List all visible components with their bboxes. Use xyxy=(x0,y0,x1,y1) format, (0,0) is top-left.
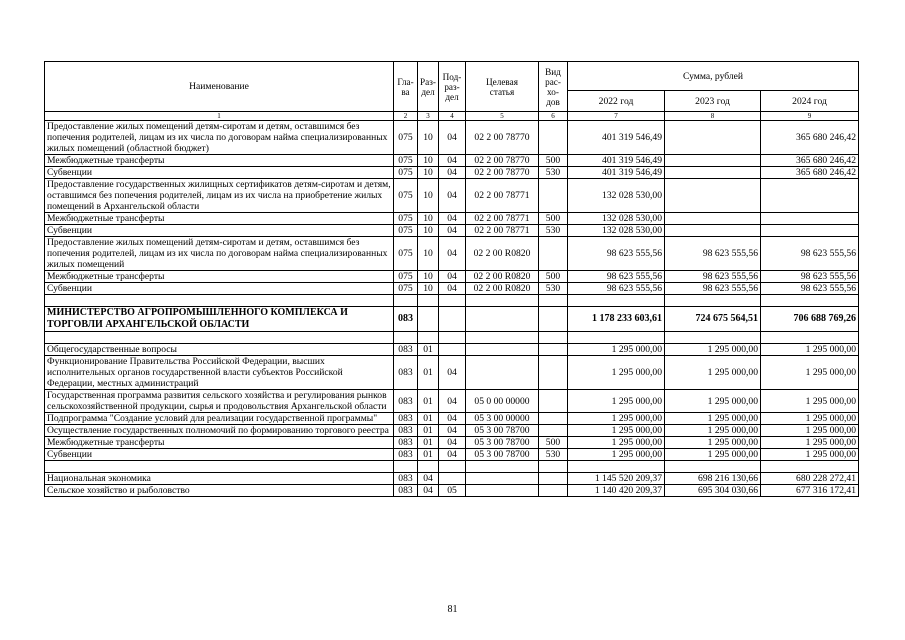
cell-y2023 xyxy=(665,121,761,155)
cell-razdel: 01 xyxy=(418,425,439,437)
cell-name: Национальная экономика xyxy=(45,473,394,485)
cell-glava: 083 xyxy=(394,413,418,425)
column-number: 2 xyxy=(394,112,418,121)
cell-name: Субвенции xyxy=(45,283,394,295)
cell-name: МИНИСТЕРСТВО АГРОПРОМЫШЛЕННОГО КОМПЛЕКСА И ТОРГОВЛИ АРХАНГЕЛЬСКОЙ ОБЛАСТИ xyxy=(45,307,394,332)
table-row xyxy=(45,473,859,485)
cell-y2024: 98 623 555,56 xyxy=(761,237,859,271)
cell-celevaya: 02 2 00 R0820 xyxy=(466,271,539,283)
cell-glava: 083 xyxy=(394,356,418,390)
cell-razdel: 10 xyxy=(418,121,439,155)
column-number: 5 xyxy=(466,112,539,121)
cell-name: Предоставление жилых помещений детям-сиротам и детям, оставшимся без попечения родителей, лицам из их числа по договорам найма специализированных жилых помещений (областной бюджет) xyxy=(45,121,394,155)
cell-celevaya xyxy=(466,307,539,332)
cell-name: Подпрограмма "Создание условий для реализации государственной программы" xyxy=(45,413,394,425)
cell-y2024: 98 623 555,56 xyxy=(761,271,859,283)
cell-y2023: 98 623 555,56 xyxy=(665,271,761,283)
cell-podrazdel: 05 xyxy=(439,485,466,497)
cell-celevaya xyxy=(466,473,539,485)
cell-name: Функционирование Правительства Российской Федерации, высших исполнительных органов государственной власти субъектов Российской Федерации, местных администраций xyxy=(45,356,394,390)
cell-y2023: 698 216 130,66 xyxy=(665,473,761,485)
cell-y2024: 1 295 000,00 xyxy=(761,425,859,437)
cell-y2023 xyxy=(665,225,761,237)
cell-name xyxy=(45,295,394,307)
cell-podrazdel: 04 xyxy=(439,167,466,179)
header-year-2023: 2023 год xyxy=(665,91,761,112)
cell-celevaya: 02 2 00 R0820 xyxy=(466,283,539,295)
cell-glava xyxy=(394,461,418,473)
header-year-2024: 2024 год xyxy=(761,91,859,112)
cell-podrazdel: 04 xyxy=(439,155,466,167)
cell-y2024: 1 295 000,00 xyxy=(761,413,859,425)
cell-vid: 530 xyxy=(539,167,568,179)
cell-y2024: 677 316 172,41 xyxy=(761,485,859,497)
page-number: 81 xyxy=(447,604,458,615)
cell-razdel: 04 xyxy=(418,473,439,485)
spacer-row xyxy=(45,332,859,344)
cell-razdel: 01 xyxy=(418,413,439,425)
table-body xyxy=(45,112,859,497)
cell-glava: 083 xyxy=(394,344,418,356)
cell-y2023 xyxy=(665,179,761,213)
cell-glava: 075 xyxy=(394,225,418,237)
cell-podrazdel: 04 xyxy=(439,213,466,225)
cell-name: Субвенции xyxy=(45,167,394,179)
cell-podrazdel xyxy=(439,295,466,307)
header-summa: Сумма, рублей xyxy=(568,62,859,91)
cell-y2024: 680 228 272,41 xyxy=(761,473,859,485)
cell-y2022: 1 140 420 209,37 xyxy=(568,485,665,497)
cell-y2022: 401 319 546,49 xyxy=(568,121,665,155)
cell-name: Общегосударственные вопросы xyxy=(45,344,394,356)
cell-razdel: 04 xyxy=(418,485,439,497)
cell-celevaya xyxy=(466,332,539,344)
budget-table xyxy=(44,61,859,497)
cell-y2022: 1 295 000,00 xyxy=(568,413,665,425)
column-number: 7 xyxy=(568,112,665,121)
cell-y2022: 1 145 520 209,37 xyxy=(568,473,665,485)
cell-razdel: 10 xyxy=(418,237,439,271)
table-row xyxy=(45,121,859,155)
cell-name: Межбюджетные трансферты xyxy=(45,155,394,167)
cell-razdel xyxy=(418,295,439,307)
cell-name: Предоставление жилых помещений детям-сиротам и детям, оставшимся без попечения родителей, лицам из их числа по договорам найма специализированных жилых помещений xyxy=(45,237,394,271)
cell-podrazdel: 04 xyxy=(439,271,466,283)
cell-celevaya: 02 2 00 78771 xyxy=(466,225,539,237)
cell-y2022: 98 623 555,56 xyxy=(568,237,665,271)
header-celevaya-text: Целевая статья xyxy=(486,76,518,97)
cell-vid xyxy=(539,344,568,356)
cell-celevaya: 02 2 00 78771 xyxy=(466,213,539,225)
cell-razdel: 01 xyxy=(418,449,439,461)
cell-y2024 xyxy=(761,179,859,213)
cell-name: Государственная программа развития сельского хозяйства и регулирования рынков сельскохозяйственной продукции, сырья и продовольствия Архангельской области xyxy=(45,390,394,413)
cell-podrazdel: 04 xyxy=(439,179,466,213)
cell-podrazdel xyxy=(439,344,466,356)
cell-celevaya: 05 3 00 78700 xyxy=(466,425,539,437)
table-row xyxy=(45,225,859,237)
cell-razdel: 01 xyxy=(418,390,439,413)
table-row xyxy=(45,283,859,295)
table-row xyxy=(45,344,859,356)
column-number: 6 xyxy=(539,112,568,121)
cell-glava: 083 xyxy=(394,485,418,497)
table-row xyxy=(45,271,859,283)
cell-name: Субвенции xyxy=(45,225,394,237)
cell-glava: 075 xyxy=(394,155,418,167)
cell-y2023: 98 623 555,56 xyxy=(665,237,761,271)
cell-vid: 530 xyxy=(539,283,568,295)
cell-y2024 xyxy=(761,461,859,473)
cell-podrazdel: 04 xyxy=(439,413,466,425)
cell-glava: 075 xyxy=(394,283,418,295)
cell-vid xyxy=(539,413,568,425)
cell-vid xyxy=(539,307,568,332)
cell-y2024: 365 680 246,42 xyxy=(761,167,859,179)
cell-y2022: 1 295 000,00 xyxy=(568,356,665,390)
cell-celevaya xyxy=(466,461,539,473)
table-row xyxy=(45,413,859,425)
cell-y2022 xyxy=(568,461,665,473)
cell-vid xyxy=(539,485,568,497)
cell-y2024: 1 295 000,00 xyxy=(761,437,859,449)
cell-y2022: 401 319 546,49 xyxy=(568,155,665,167)
cell-glava: 075 xyxy=(394,237,418,271)
cell-podrazdel: 04 xyxy=(439,237,466,271)
table-row xyxy=(45,437,859,449)
table-row xyxy=(45,237,859,271)
cell-y2024 xyxy=(761,295,859,307)
cell-name xyxy=(45,461,394,473)
column-number: 4 xyxy=(439,112,466,121)
cell-y2023: 724 675 564,51 xyxy=(665,307,761,332)
cell-celevaya: 05 3 00 00000 xyxy=(466,413,539,425)
header-vid xyxy=(539,62,568,112)
cell-podrazdel: 04 xyxy=(439,283,466,295)
header-celevaya xyxy=(466,62,539,112)
cell-celevaya: 05 0 00 00000 xyxy=(466,390,539,413)
cell-razdel: 01 xyxy=(418,344,439,356)
cell-razdel: 10 xyxy=(418,179,439,213)
cell-vid xyxy=(539,332,568,344)
cell-vid: 530 xyxy=(539,449,568,461)
cell-y2024: 1 295 000,00 xyxy=(761,449,859,461)
cell-podrazdel: 04 xyxy=(439,225,466,237)
spacer-row xyxy=(45,295,859,307)
cell-razdel: 10 xyxy=(418,155,439,167)
cell-name: Межбюджетные трансферты xyxy=(45,213,394,225)
table-row xyxy=(45,356,859,390)
cell-y2023: 695 304 030,66 xyxy=(665,485,761,497)
table-row xyxy=(45,155,859,167)
header-vid-text: Вид рас- хо- дов xyxy=(545,66,561,107)
cell-y2024: 1 295 000,00 xyxy=(761,390,859,413)
table-row xyxy=(45,307,859,332)
cell-y2023: 1 295 000,00 xyxy=(665,425,761,437)
cell-podrazdel: 04 xyxy=(439,437,466,449)
column-number: 1 xyxy=(45,112,394,121)
cell-celevaya: 02 2 00 R0820 xyxy=(466,237,539,271)
cell-razdel: 10 xyxy=(418,225,439,237)
cell-vid xyxy=(539,425,568,437)
cell-y2022: 1 178 233 603,61 xyxy=(568,307,665,332)
table-header xyxy=(45,62,859,112)
cell-razdel: 10 xyxy=(418,167,439,179)
cell-y2023: 1 295 000,00 xyxy=(665,344,761,356)
cell-y2023: 1 295 000,00 xyxy=(665,390,761,413)
cell-glava: 083 xyxy=(394,449,418,461)
cell-glava: 075 xyxy=(394,167,418,179)
column-number-row xyxy=(45,112,859,121)
cell-glava: 083 xyxy=(394,437,418,449)
cell-celevaya: 05 3 00 78700 xyxy=(466,449,539,461)
cell-podrazdel xyxy=(439,307,466,332)
cell-celevaya: 02 2 00 78771 xyxy=(466,179,539,213)
spacer-row xyxy=(45,461,859,473)
cell-glava xyxy=(394,295,418,307)
cell-podrazdel xyxy=(439,461,466,473)
cell-name: Субвенции xyxy=(45,449,394,461)
cell-y2022: 1 295 000,00 xyxy=(568,344,665,356)
cell-podrazdel: 04 xyxy=(439,121,466,155)
table-row xyxy=(45,390,859,413)
header-name: Наименование xyxy=(45,62,394,112)
cell-y2024 xyxy=(761,225,859,237)
cell-glava: 083 xyxy=(394,425,418,437)
cell-y2023: 1 295 000,00 xyxy=(665,449,761,461)
cell-y2023 xyxy=(665,155,761,167)
cell-vid xyxy=(539,237,568,271)
cell-name: Межбюджетные трансферты xyxy=(45,437,394,449)
cell-razdel xyxy=(418,461,439,473)
header-razdel xyxy=(418,62,439,112)
cell-celevaya xyxy=(466,356,539,390)
cell-y2022 xyxy=(568,332,665,344)
table-row xyxy=(45,179,859,213)
cell-vid xyxy=(539,121,568,155)
cell-y2022: 401 319 546,49 xyxy=(568,167,665,179)
cell-razdel xyxy=(418,332,439,344)
cell-y2024: 98 623 555,56 xyxy=(761,283,859,295)
cell-y2022 xyxy=(568,295,665,307)
cell-vid: 500 xyxy=(539,213,568,225)
cell-name: Предоставление государственных жилищных сертификатов детям-сиротам и детям, оставшимся без попечения родителей, лицам из их числа на приобретение жилых помещений в Архангельской области xyxy=(45,179,394,213)
cell-glava: 075 xyxy=(394,179,418,213)
cell-y2022: 1 295 000,00 xyxy=(568,449,665,461)
cell-y2023 xyxy=(665,167,761,179)
cell-vid xyxy=(539,356,568,390)
cell-vid xyxy=(539,295,568,307)
cell-y2024 xyxy=(761,213,859,225)
cell-y2022: 132 028 530,00 xyxy=(568,179,665,213)
cell-y2023 xyxy=(665,332,761,344)
cell-razdel: 10 xyxy=(418,213,439,225)
cell-y2023 xyxy=(665,461,761,473)
cell-glava: 083 xyxy=(394,390,418,413)
cell-podrazdel xyxy=(439,332,466,344)
cell-y2023 xyxy=(665,213,761,225)
cell-vid: 500 xyxy=(539,437,568,449)
cell-y2024: 706 688 769,26 xyxy=(761,307,859,332)
column-number: 9 xyxy=(761,112,859,121)
cell-celevaya xyxy=(466,344,539,356)
cell-celevaya: 02 2 00 78770 xyxy=(466,121,539,155)
table-row xyxy=(45,425,859,437)
cell-razdel: 01 xyxy=(418,356,439,390)
header-podrazdel-text: Под- раз- дел xyxy=(442,71,462,102)
cell-y2024: 1 295 000,00 xyxy=(761,344,859,356)
cell-y2023: 1 295 000,00 xyxy=(665,437,761,449)
cell-celevaya: 05 3 00 78700 xyxy=(466,437,539,449)
cell-name: Осуществление государственных полномочий по формированию торгового реестра xyxy=(45,425,394,437)
column-number: 3 xyxy=(418,112,439,121)
cell-celevaya: 02 2 00 78770 xyxy=(466,167,539,179)
cell-y2022: 1 295 000,00 xyxy=(568,390,665,413)
cell-y2022: 98 623 555,56 xyxy=(568,283,665,295)
cell-razdel: 10 xyxy=(418,271,439,283)
cell-y2023: 1 295 000,00 xyxy=(665,413,761,425)
cell-celevaya xyxy=(466,485,539,497)
cell-razdel: 10 xyxy=(418,283,439,295)
cell-podrazdel: 04 xyxy=(439,390,466,413)
cell-vid xyxy=(539,390,568,413)
cell-glava: 083 xyxy=(394,473,418,485)
cell-y2022: 1 295 000,00 xyxy=(568,437,665,449)
cell-podrazdel xyxy=(439,473,466,485)
cell-vid xyxy=(539,461,568,473)
header-glava-text: Гла- ва xyxy=(397,76,414,97)
cell-y2022: 98 623 555,56 xyxy=(568,271,665,283)
cell-razdel: 01 xyxy=(418,437,439,449)
cell-y2022: 132 028 530,00 xyxy=(568,225,665,237)
cell-y2024 xyxy=(761,332,859,344)
cell-y2023: 98 623 555,56 xyxy=(665,283,761,295)
cell-glava: 083 xyxy=(394,307,418,332)
cell-vid: 500 xyxy=(539,155,568,167)
header-glava xyxy=(394,62,418,112)
table-row xyxy=(45,485,859,497)
cell-glava: 075 xyxy=(394,121,418,155)
cell-name xyxy=(45,332,394,344)
cell-glava xyxy=(394,332,418,344)
header-razdel-text: Раз- дел xyxy=(420,76,436,97)
cell-y2024: 365 680 246,42 xyxy=(761,121,859,155)
cell-podrazdel: 04 xyxy=(439,449,466,461)
cell-podrazdel: 04 xyxy=(439,425,466,437)
cell-vid xyxy=(539,473,568,485)
table-row xyxy=(45,213,859,225)
cell-vid: 530 xyxy=(539,225,568,237)
header-year-2022: 2022 год xyxy=(568,91,665,112)
cell-glava: 075 xyxy=(394,271,418,283)
cell-y2022: 132 028 530,00 xyxy=(568,213,665,225)
cell-y2022: 1 295 000,00 xyxy=(568,425,665,437)
cell-glava: 075 xyxy=(394,213,418,225)
header-podrazdel xyxy=(439,62,466,112)
cell-vid xyxy=(539,179,568,213)
cell-podrazdel: 04 xyxy=(439,356,466,390)
table-row xyxy=(45,449,859,461)
table-row xyxy=(45,167,859,179)
cell-celevaya: 02 2 00 78770 xyxy=(466,155,539,167)
cell-name: Сельское хозяйство и рыболовство xyxy=(45,485,394,497)
cell-y2024: 365 680 246,42 xyxy=(761,155,859,167)
cell-y2023: 1 295 000,00 xyxy=(665,356,761,390)
cell-name: Межбюджетные трансферты xyxy=(45,271,394,283)
cell-y2024: 1 295 000,00 xyxy=(761,356,859,390)
cell-y2023 xyxy=(665,295,761,307)
column-number: 8 xyxy=(665,112,761,121)
cell-celevaya xyxy=(466,295,539,307)
cell-vid: 500 xyxy=(539,271,568,283)
cell-razdel xyxy=(418,307,439,332)
